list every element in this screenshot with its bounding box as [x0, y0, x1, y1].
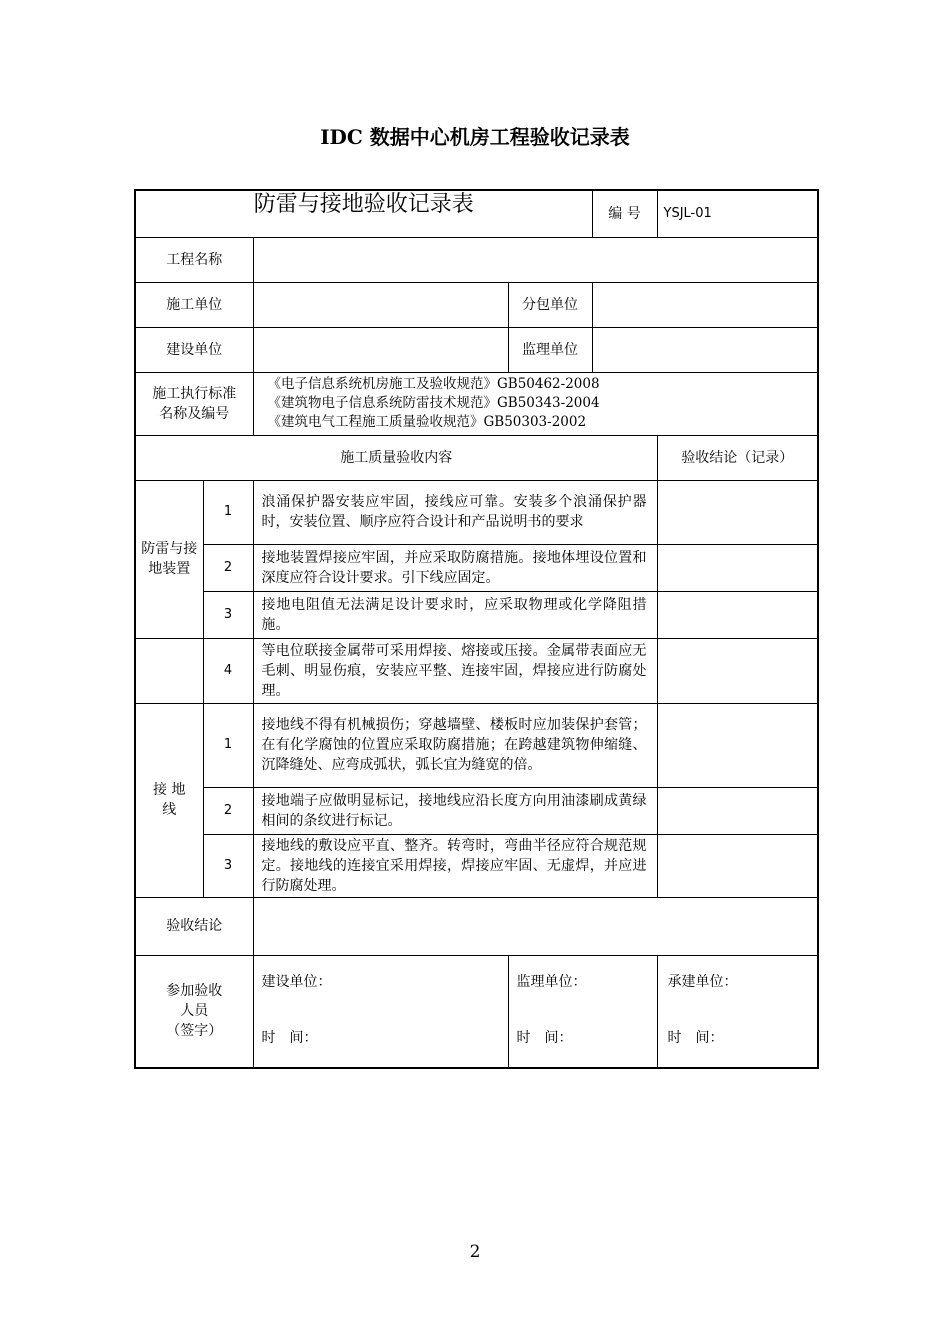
conclusion-cell[interactable] [657, 787, 818, 834]
item-number: 1 [203, 480, 253, 544]
conclusion-cell[interactable] [657, 638, 818, 703]
code-value[interactable]: YSJL-01 [657, 190, 818, 237]
item-number: 3 [203, 591, 253, 638]
document-title: IDC 数据中心机房工程验收记录表 [320, 125, 630, 149]
form-title: 防雷与接地验收记录表 [135, 190, 592, 237]
builder-signature-label: 承建单位： [667, 973, 738, 990]
item-number: 3 [203, 834, 253, 897]
group-label-lightning: 防雷与接地装置 [135, 480, 203, 638]
group-label-lightning-cont [135, 638, 203, 703]
contractor-row [135, 282, 818, 327]
item-text: 接地线不得有机械损伤；穿越墙壁、楼板时应加装保护套管；在有化学腐蚀的位置应采取防腐措施；在跨越建筑物伸缩缝、沉降缝处、应弯成弧状，弧长宜为缝宽的倍。 [253, 703, 657, 787]
owner-label: 建设单位 [135, 327, 253, 372]
item-text: 接地端子应做明显标记，接地线应沿长度方向用油漆刷成黄绿相间的条纹进行标记。 [253, 787, 657, 834]
contractor-label: 施工单位 [135, 282, 253, 327]
code-label: 编 号 [592, 190, 657, 237]
supervisor-signature-label: 监理单位： [516, 973, 587, 990]
supervisor-signature-cell[interactable] [508, 955, 657, 1068]
conclusion-field[interactable] [253, 897, 818, 955]
item-text: 接地装置焊接应牢固，并应采取防腐措施。接地体埋设位置和深度应符合设计要求。引下线应固定。 [253, 544, 657, 591]
group-label-ground-wire: 接 地 线 [135, 703, 203, 897]
item-text: 接地电阻值无法满足设计要求时，应采取物理或化学降阻措施。 [253, 591, 657, 638]
table-row [135, 703, 818, 787]
conclusion-cell[interactable] [657, 703, 818, 787]
owner-row [135, 327, 818, 372]
standard-item: 《建筑物电子信息系统防雷技术规范》GB50343-2004 [267, 395, 600, 411]
owner-field[interactable] [253, 327, 508, 372]
conclusion-label: 验收结论 [135, 897, 253, 955]
owner-signature-label: 建设单位： [261, 973, 332, 990]
supervisor-label: 监理单位 [508, 327, 592, 372]
item-number: 2 [203, 544, 253, 591]
form-header-row [135, 190, 818, 237]
conclusion-cell[interactable] [657, 480, 818, 544]
participants-label-line3: （签字） [166, 1023, 223, 1040]
owner-signature-cell[interactable] [253, 955, 508, 1068]
supervisor-field[interactable] [592, 327, 818, 372]
standard-item: 《电子信息系统机房施工及验收规范》GB50462-2008 [267, 376, 600, 392]
item-text: 等电位联接金属带可采用焊接、熔接或压接。金属带表面应无毛刺、明显伤痕，安装应平整、连接牢固，焊接应进行防腐处理。 [253, 638, 657, 703]
standards-list [253, 372, 818, 435]
item-text: 接地线的敷设应平直、整齐。转弯时，弯曲半径应符合规范规定。接地线的连接宜采用焊接，焊接应牢固、无虚焊，并应进行防腐处理。 [253, 834, 657, 897]
item-number: 4 [203, 638, 253, 703]
supervisor-time-label: 时 间： [516, 1029, 573, 1046]
page-number: 2 [469, 1242, 481, 1262]
table-row [135, 480, 818, 544]
conclusion-cell[interactable] [657, 834, 818, 897]
table-row [135, 591, 818, 638]
owner-time-label: 时 间： [261, 1029, 318, 1046]
standards-label-line2: 名称及编号 [159, 405, 230, 422]
project-name-field[interactable] [253, 237, 818, 282]
project-name-row [135, 237, 818, 282]
standards-label [135, 372, 253, 435]
table-row [135, 544, 818, 591]
conclusion-cell[interactable] [657, 591, 818, 638]
item-number: 2 [203, 787, 253, 834]
conclusion-cell[interactable] [657, 544, 818, 591]
quality-header-row [135, 435, 818, 480]
standards-row [135, 372, 818, 435]
subcontractor-label: 分包单位 [508, 282, 592, 327]
participants-label [135, 955, 253, 1068]
standards-label-line1: 施工执行标准 [152, 385, 237, 402]
item-number: 1 [203, 703, 253, 787]
builder-time-label: 时 间： [667, 1029, 724, 1046]
signature-row [135, 955, 818, 1068]
conclusion-header: 验收结论（记录） [657, 435, 818, 480]
builder-signature-cell[interactable] [657, 955, 818, 1068]
table-row [135, 787, 818, 834]
table-row [135, 834, 818, 897]
acceptance-form-table [134, 189, 819, 1069]
project-name-label: 工程名称 [135, 237, 253, 282]
standard-item: 《建筑电气工程施工质量验收规范》GB50303-2002 [267, 414, 587, 430]
contractor-field[interactable] [253, 282, 508, 327]
table-row [135, 638, 818, 703]
participants-label-line2: 人员 [180, 1003, 209, 1020]
participants-label-line1: 参加验收 [166, 983, 223, 1000]
conclusion-row [135, 897, 818, 955]
quality-header: 施工质量验收内容 [135, 435, 657, 480]
item-text: 浪涌保护器安装应牢固，接线应可靠。安装多个浪涌保护器时，安装位置、顺序应符合设计和产品说明书的要求 [253, 480, 657, 544]
subcontractor-field[interactable] [592, 282, 818, 327]
